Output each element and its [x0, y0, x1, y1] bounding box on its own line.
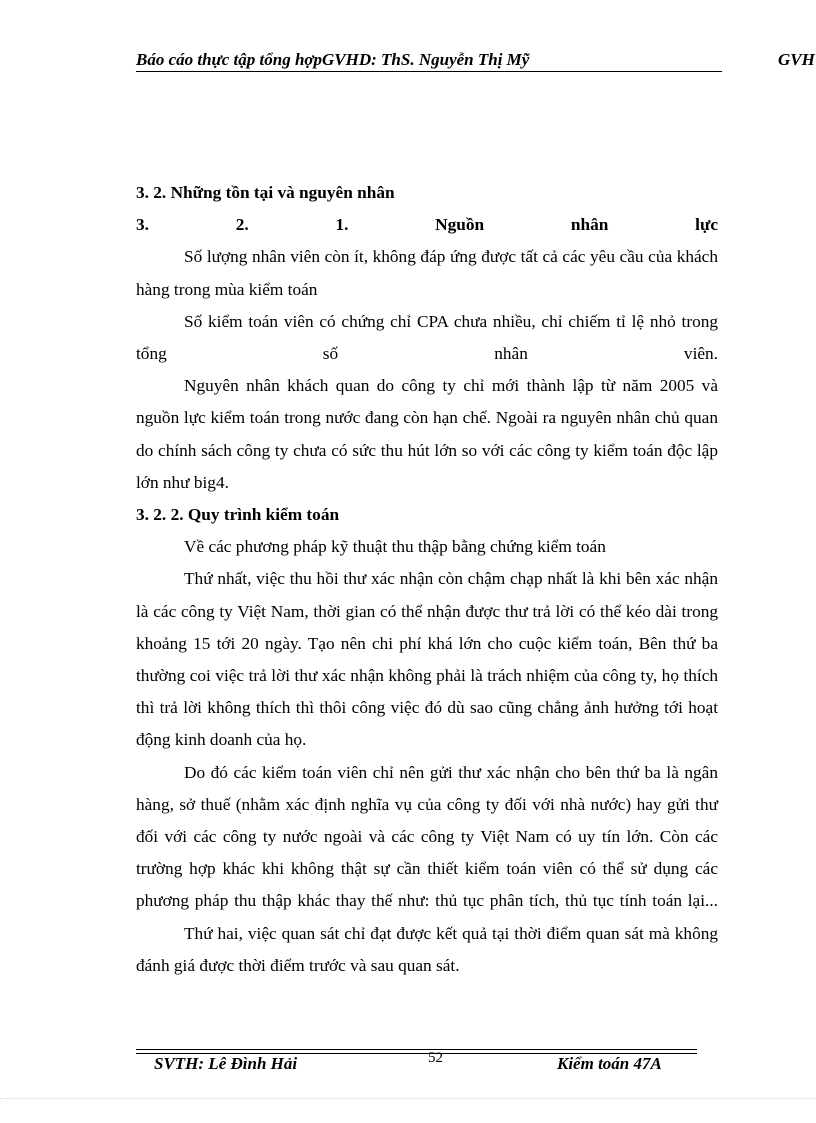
paragraph: Do đó các kiểm toán viên chỉ nên gửi thư xác nhận cho bên thứ ba là ngân hàng, sở thuế (nhằm xác định nghĩa vụ của công ty đối với nhà nước) hay gửi thư đối với các công ty nước ngoài và các công ty Việt Nam có uy tín lớn. Còn các trường hợp khác khi không thật sự cần thiết kiểm toán viên có thể sử dụng các phương pháp thu thập khác thay thế như: thủ tục phân tích, thủ tục tính toán lại... — [136, 762, 718, 911]
paragraph: Thứ hai, việc quan sát chỉ đạt được kết quả tại thời điểm quan sát mà không đánh giá được thời điểm trước và sau quan sát. — [136, 923, 718, 975]
paragraph: Số kiểm toán viên có chứng chỉ CPA chưa nhiều, chỉ chiếm tỉ lệ nhỏ trong tổng số nhân viên. — [136, 311, 718, 364]
running-header-title: Báo cáo thực tập tổng hợpGVHD: ThS. Nguyễn Thị Mỹ — [136, 50, 530, 69]
header-rule — [136, 71, 722, 72]
paragraph: Số lượng nhân viên còn ít, không đáp ứng được tất cả các yêu cầu của khách hàng trong mùa kiểm toán — [136, 247, 718, 299]
footer-class: Kiểm toán 47A — [557, 1054, 662, 1073]
paragraph: Về các phương pháp kỹ thuật thu thập bằng chứng kiểm toán — [184, 537, 606, 557]
running-header-overflow: GVH — [778, 50, 815, 69]
section-heading: 3. 2. Những tồn tại và nguyên nhân — [136, 183, 395, 202]
page-edge-dots — [0, 1098, 816, 1099]
page-number: 52 — [428, 1050, 443, 1066]
paragraph: Thứ nhất, việc thu hồi thư xác nhận còn chậm chạp nhất là khi bên xác nhận là các công ty Việt Nam, thời gian có thể nhận được thư trả lời có thể kéo dài trong khoảng 15 tới 20 ngày. Tạo nên chi phí khá lớn cho cuộc kiểm toán, Bên thứ ba thường coi việc trả lời thư xác nhận không phải là trách nhiệm của công ty, họ thích thì trả lời không thích thì thôi công việc đó dù sao cũng chẳng ảnh hưởng tới hoạt động kinh doanh của họ. — [136, 569, 718, 750]
subsection-heading: 3. 2. 2. Quy trình kiểm toán — [136, 505, 340, 525]
footer-rule — [136, 1049, 697, 1050]
footer-author: SVTH: Lê Đình Hải — [154, 1054, 298, 1073]
document-body — [136, 177, 718, 982]
paragraph: Nguyên nhân khách quan do công ty chỉ mới thành lập từ năm 2005 và nguồn lực kiểm toán trong nước đang còn hạn chế. Ngoài ra nguyên nhân chủ quan do chính sách công ty chưa có sức thu hút lớn so với các công ty kiểm toán độc lập lớn như big4. — [136, 376, 718, 492]
subsection-heading: 3. 2. 1. Nguồn nhân lực — [136, 215, 718, 235]
